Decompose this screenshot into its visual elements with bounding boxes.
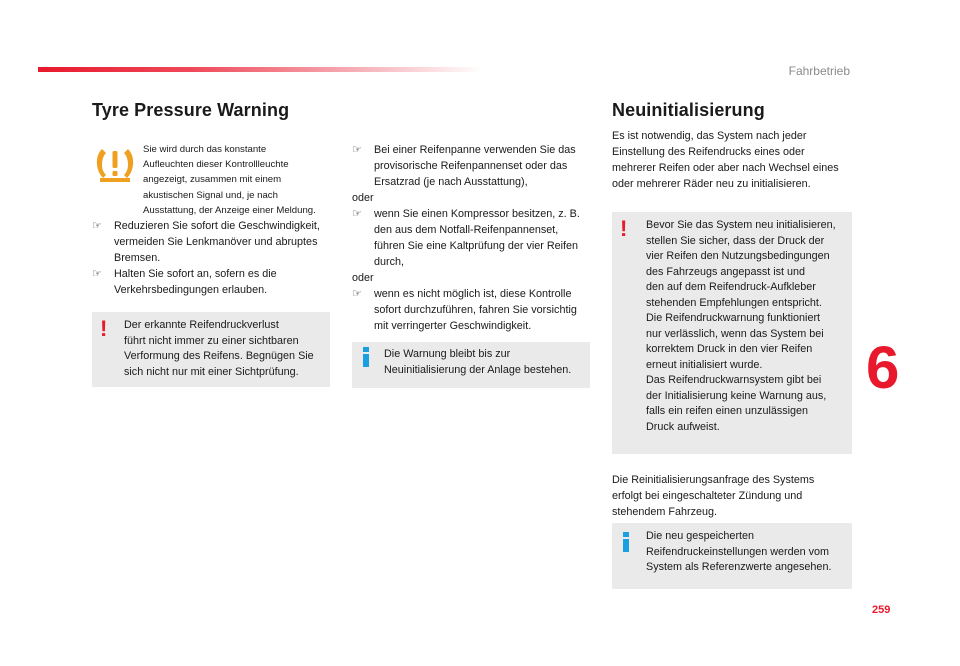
warning-box-left: ! Der erkannte Reifendruckverlust führt nicht immer zu einer sichtbaren Verformung des Reifens. Begnügen Sie sich nicht nur mit einer Sichtprüfung. (92, 312, 330, 387)
exclamation-icon: ! (100, 316, 108, 341)
middle-bullet-list (352, 142, 602, 334)
list-item: ☞ Halten Sie sofort an, sofern es die Verkehrsbedingungen erlauben. (92, 268, 277, 296)
tyre-pressure-warning-icon (94, 144, 136, 184)
intro-line: akustischen Signal und, je nach (143, 189, 278, 201)
pointing-hand-icon: ☞ (352, 208, 362, 220)
tyre-warning-intro (143, 142, 338, 218)
oder-text: oder (352, 272, 374, 284)
exclamation-icon: ! (620, 216, 628, 241)
list-item: ☞ wenn Sie einen Kompressor besitzen, z. B. den aus dem Notfall-Reifenpannenset, führen Sie eine Kaltprüfung der vier Reifen durch, (352, 208, 580, 268)
chapter-number: 6 (866, 334, 900, 401)
info-box-middle: Die Warnung bleibt bis zur Neuinitialisierung der Anlage bestehen. (352, 342, 590, 388)
left-bullet-list (92, 218, 342, 298)
oder-text: oder (352, 192, 374, 204)
section-title-tyre-pressure: Tyre Pressure Warning (92, 100, 290, 120)
warning-box-right: ! Bevor Sie das System neu initialisieren, stellen Sie sicher, dass der Druck der vier Reifen den Nutzungsbedingungen des Fahrzeugs angepasst ist und den auf dem Reifendruck-Aufkleber stehenden Empfehlungen entspricht. Die Reifendruckwarnung funktioniert nur verlässlich, wenn das System bei korrektem Druck in den vier Reifen erneut initialisiert wurde. Das Reifendruckwarnsystem gibt bei der Initialisierung keine Warnung aus, falls ein reifen einen unzulässigen Druck aufweist. (612, 212, 852, 454)
pointing-hand-icon: ☞ (92, 220, 102, 232)
section-title-neuinitialisierung: Neuinitialisierung (612, 100, 765, 120)
section-label: Fahrbetrieb (788, 64, 850, 78)
info-box-right: Die neu gespeicherten Reifendruckeinstellungen werden vom System als Referenzwerte angesehen. (612, 523, 852, 589)
info-icon (359, 346, 373, 368)
intro-line: Ausstattung, der Anzeige einer Meldung. (143, 204, 316, 216)
intro-line: Aufleuchten dieser Kontrollleuchte (143, 159, 289, 171)
reinit-outro: Die Reinitialisierungsanfrage des Systems erfolgt bei eingeschalteter Zündung und stehendem Fahrzeug. (612, 474, 815, 518)
intro-line: angezeigt, zusammen mit einem (143, 174, 282, 186)
page-number: 259 (872, 604, 891, 616)
info-icon (619, 531, 633, 553)
reinit-intro: Es ist notwendig, das System nach jeder Einstellung des Reifendrucks eines oder mehrerer Reifen oder aber nach Wechsel eines oder mehrerer Räder neu zu initialisieren. (612, 130, 839, 190)
pointing-hand-icon: ☞ (92, 268, 102, 280)
list-item: ☞ Reduzieren Sie sofort die Geschwindigkeit, vermeiden Sie Lenkmanöver und abruptes Bremsen. (92, 220, 320, 264)
header-accent-bar (38, 67, 484, 72)
list-item: ☞ Bei einer Reifenpanne verwenden Sie das provisorische Reifenpannenset oder das Ersatzrad (je nach Ausstattung), (352, 144, 576, 188)
list-item: ☞ wenn es nicht möglich ist, diese Kontrolle sofort durchzuführen, fahren Sie vorsichtig mit verringerter Geschwindigkeit. (352, 288, 577, 332)
pointing-hand-icon: ☞ (352, 144, 362, 156)
pointing-hand-icon: ☞ (352, 288, 362, 300)
intro-line: Sie wird durch das konstante (143, 144, 267, 155)
